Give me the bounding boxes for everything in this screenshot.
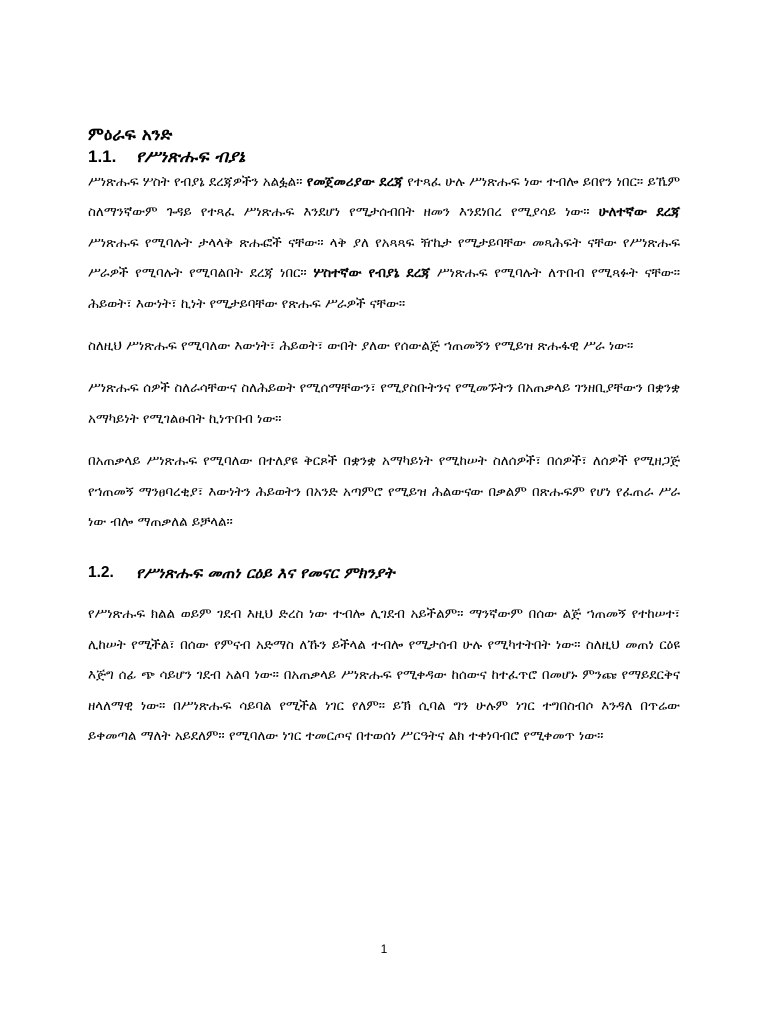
paragraph-text: የተጻፈ ሁሉ ሥነጽሑፍ ነው ተብሎ ይበየን ነበር። ይኼም ስለማንኛውም ጉዳይ የተጻፈ ሥነጽሑፍ እንደሆነ የሚታሰብበት ዘመን እንደነበረ የሚያሳይ ነው።: [88, 175, 681, 221]
section-number: 1.2.: [88, 564, 114, 582]
bold-phrase: የመጀመሪያው ደረጃ: [306, 175, 403, 190]
section-title: የሥነጽሑፍ ብያኔ: [136, 147, 245, 167]
paragraph-summary: ስለዚህ ሥነጽሑፍ የሚባለው እውነት፣ ሕይወት፣ ውበት ያለው የሰውልጅ ኀጠመኝን የሚይዝ ጽሑፋዊ ሥራ ነው።: [88, 339, 634, 355]
paragraph-conclusion: በአጠቃላይ ሥነጽሑፍ የሚባለው በተለያዩ ቅርጾች በቋንቋ አማካይነት የሚከሠት ስለሰዎች፣ በሰዎች፣ ለሰዎች የሚዘጋጅ የኀጠመኝ ማንፀባረቂያ፣ እውነትን ሕይወትን በአንድ አጣምሮ የሚይዝ ሕልውናው በቃልም በጽሑፍም የሆነ የፈጠራ ሥራ ነው ብሎ ማጠቃለል ይቻላል።: [88, 454, 680, 531]
paragraph-text: ሥነጽሑፍ የሚባሉት ለጥበብ የሚጻፉት ናቸው። ሕይወት፣ እውነት፣ ኪነት የሚታይባቸው የጽሑፍ ሥራዎች ናቸው።: [88, 266, 680, 312]
paragraph-expression: ሥነጽሑፍ ሰዎች ስለራሳቸውና ስለሕይወት የሚሰማቸውን፣ የሚያስቡትንና የሚመኙትን በአጠቃላይ ገንዘቢያቸውን በቋንቋ አማካይነት የሚገልፁበት ኪነጥበብ ነው።: [88, 381, 680, 427]
section-heading-1-1: [88, 146, 680, 168]
chapter-title: ምዕራፍ አንድ: [88, 125, 173, 145]
section-number: 1.1.: [88, 147, 117, 166]
section-heading-1-2: [88, 562, 680, 584]
paragraph-text: ሥነጽሑፍ ሦስት የብያኔ ደረጃዎችን አልፏል።: [88, 175, 307, 190]
bold-phrase: ሁለተኛው ደረጃ: [598, 205, 680, 221]
paragraph-text: ሥነጽሑፍ የሚባሉት ታላላቅ ጽሑፎች ናቸው። ላቅ ያለ የአጻጻፍ ዥኬታ የሚታይባቸው መጻሕፍት ናቸው የሥነጽሑፍ ሥራዎች የሚባሉት የሚባልበት ደረጃ ነበር።: [88, 235, 680, 282]
document-body: [88, 124, 680, 753]
paragraph-scope: የሥነጽሑፍ ክልል ወይም ገደብ እዚህ ድረስ ነው ተብሎ ሊገደብ አይችልም። ማንኛውም በሰው ልጅ ኀጠመኝ የተከሠተ፣ ሊከሠት የሚችል፣ በሰው የምናብ አድማስ ለኹን ይችላል ተብሎ የሚታሰብ ሁሉ የሚካተትበት ነው። ስለዚህ መጠነ ርዕዩ እጅግ ሰፊ ጭ ሳይሆን ገደብ አልባ ነው። በአጠቃላይ ሥነጽሑፍ የሚቀዳው ከሰውና ከተፈጥሮ በመሆኑ ምንጩ የማይደርቅና ዘላለማዊ ነው። በሥነጽሑፍ ሳይባል የሚችል ነገር የለም። ይኽ ሲባል ግን ሁሉም ነገር ተግበስብሶ እንዳለ በጥሬው ይቀመጣል ማለት አይደለም። የሚባለው ነገር ተመርጦና በተወሰነ ሥርዓትና ልክ ተቀነባብሮ የሚቀመጥ ነው።: [88, 607, 680, 745]
paragraph-definition-levels: [88, 168, 680, 320]
page-number: 1: [380, 942, 388, 956]
section-title: የሥነጽሑፍ መጠነ ርዕይ እና የመናር ምክንያት: [136, 564, 395, 583]
bold-phrase: ሦስተኛው የብያኔ ደረጃ: [313, 266, 431, 282]
